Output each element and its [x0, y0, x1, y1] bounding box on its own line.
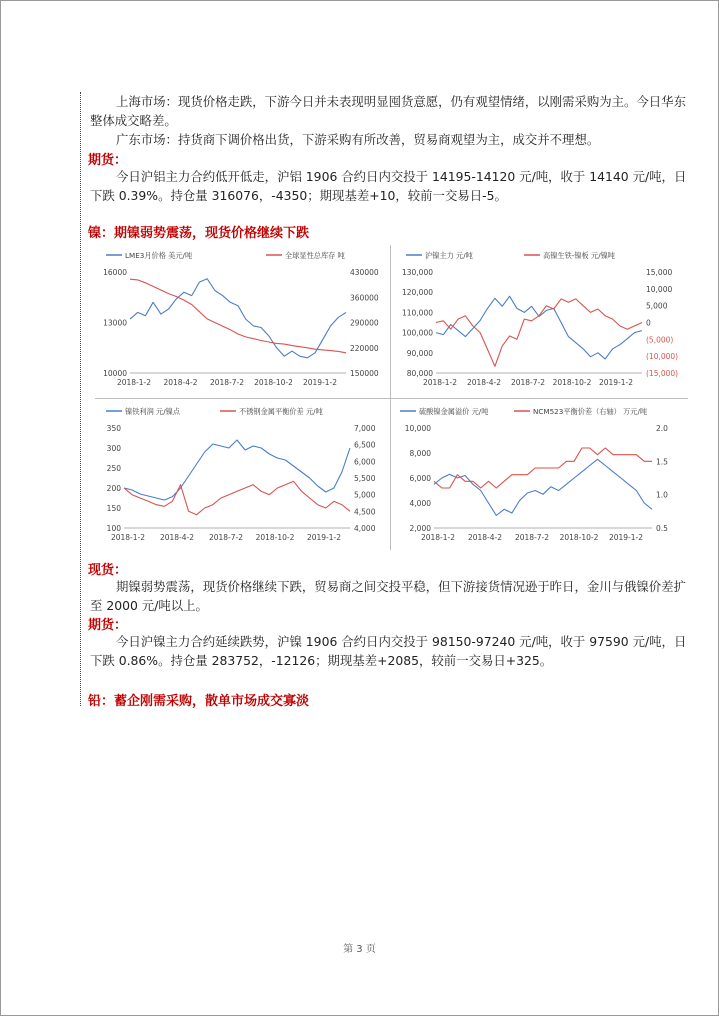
right-tick-1-0: 15,000 [646, 268, 673, 277]
left-tick-3-2: 6,000 [409, 474, 431, 483]
left-tick-2-3: 200 [106, 484, 121, 493]
legend-label-1-1: 高镍生铁-镍板 元/镍吨 [543, 251, 615, 260]
right-tick-1-2: 5,000 [646, 301, 668, 311]
margin-rule [80, 92, 81, 706]
right-tick-2-5: 4,500 [354, 507, 376, 517]
nickel-spot-paragraph: 期镍弱势震荡，现货价格继续下跌，贸易商之间交投平稳，但下游接货情况逊于昨日，金川与俄镍价差扩至 2000 元/吨以上。 [90, 579, 686, 613]
page-number: 第 3 页 [343, 944, 376, 955]
al-futures-label: 期货： [88, 153, 128, 168]
left-tick-2-4: 150 [106, 504, 121, 513]
right-tick-1-6: (15,000) [646, 369, 679, 378]
left-tick-3-0: 10,000 [404, 424, 431, 433]
chart-svg-3 [394, 402, 690, 550]
right-tick-3-0: 2.0 [656, 424, 668, 433]
x-tick-3-4: 2019-1-2 [608, 533, 644, 542]
x-tick-1-4: 2019-1-2 [598, 378, 634, 387]
left-tick-1-1: 120,000 [401, 288, 433, 298]
left-tick-3-4: 2,000 [409, 524, 431, 533]
shanghai-market-paragraph: 上海市场：现货价格走跌，下游今日并未表现明显囤货意愿，仍有观望情绪，以刚需采购为主。今日华东整体成交略差。 [90, 94, 686, 128]
right-tick-1-4: (5,000) [646, 335, 674, 345]
x-tick-1-2: 2018-7-2 [510, 378, 546, 387]
chart-svg-1 [394, 246, 690, 396]
legend-label-3-0: 硫酸镍金属溢价 元/吨 [419, 407, 489, 416]
x-tick-3-3: 2018-10-2 [559, 533, 599, 542]
right-tick-0-2: 290000 [350, 318, 379, 328]
x-tick-0-4: 2019-1-2 [302, 378, 338, 387]
series-line-1-0 [436, 296, 642, 359]
series-line-0-1 [130, 279, 346, 353]
right-tick-0-3: 220000 [350, 343, 379, 353]
left-tick-3-1: 8,000 [409, 449, 431, 458]
right-tick-0-4: 150000 [350, 369, 379, 378]
left-tick-2-5: 100 [106, 524, 121, 533]
left-tick-3-3: 4,000 [409, 499, 431, 508]
x-tick-0-3: 2018-10-2 [254, 378, 293, 387]
right-tick-2-3: 5,500 [354, 474, 376, 483]
right-tick-2-4: 5,000 [354, 490, 376, 500]
series-line-1-1 [436, 299, 642, 366]
x-tick-0-1: 2018-4-2 [163, 378, 198, 387]
x-tick-3-2: 2018-7-2 [514, 533, 550, 542]
x-tick-0-2: 2018-7-2 [209, 378, 245, 387]
nickel-section-heading: 镍：期镍弱势震荡，现货价格继续下跌 [88, 226, 310, 241]
right-tick-3-2: 1.0 [656, 490, 668, 500]
guangdong-market-paragraph: 广东市场：持货商下调价格出货，下游采购有所改善，贸易商观望为主，成交并不理想。 [116, 132, 600, 147]
x-tick-1-3: 2018-10-2 [552, 378, 592, 387]
chart-nife-profit-stainless [94, 402, 384, 550]
right-tick-0-1: 360000 [350, 293, 379, 303]
chart-shfe-nickel-spread [394, 246, 690, 396]
legend-label-0-1: 全球显性总库存 吨 [285, 251, 345, 260]
left-tick-1-5: 80,000 [406, 369, 433, 378]
x-tick-2-2: 2018-7-2 [208, 533, 244, 542]
al-futures-paragraph: 今日沪铝主力合约低开低走，沪铝 1906 合约日内交投于 14195-14120 元/吨，收于 14140 元/吨，日下跌 0.39%。持仓量 316076，-4350；期现基差+10，较前一交易日-5。 [90, 169, 687, 203]
right-tick-2-6: 4,000 [354, 524, 376, 533]
left-tick-1-4: 90,000 [406, 348, 433, 358]
legend-label-2-1: 不锈钢金属平衡价差 元/吨 [239, 407, 323, 416]
chart-lme-price-inventory [94, 246, 384, 396]
chart-horizontal-divider [95, 398, 688, 399]
x-tick-0-0: 2018-1-2 [116, 378, 152, 387]
chart-nickel-sulfate-ncm523 [394, 402, 690, 550]
legend-label-1-0: 沪镍主力 元/吨 [425, 251, 473, 260]
nickel-futures-paragraph: 今日沪镍主力合约延续跌势，沪镍 1906 合约日内交投于 98150-97240 元/吨，收于 97590 元/吨，日下跌 0.86%。持仓量 283752，-12126；期现基差+2085，较前一交易日+325。 [90, 634, 687, 668]
x-tick-2-4: 2019-1-2 [306, 533, 342, 542]
right-tick-3-3: 0.5 [656, 524, 668, 533]
right-tick-2-1: 6,500 [354, 440, 376, 450]
ni-futures-label: 期货： [88, 618, 128, 633]
x-tick-2-0: 2018-1-2 [110, 533, 146, 542]
right-tick-2-2: 6,000 [354, 457, 376, 467]
lead-section-heading: 铅：蓄企刚需采购，散单市场成交寡淡 [88, 694, 310, 709]
x-tick-2-3: 2018-10-2 [255, 533, 295, 542]
legend-label-3-1: NCM523平衡价差（右轴） 万元/吨 [533, 407, 648, 416]
x-tick-2-1: 2018-4-2 [159, 533, 195, 542]
chart-svg-2 [94, 402, 384, 550]
left-tick-1-0: 130,000 [401, 268, 433, 277]
legend-label-2-0: 镍铁利润 元/镍点 [125, 407, 181, 416]
left-tick-1-2: 110,000 [401, 308, 433, 318]
right-tick-1-1: 10,000 [646, 284, 673, 294]
x-tick-1-0: 2018-1-2 [422, 378, 458, 387]
x-tick-1-1: 2018-4-2 [466, 378, 502, 387]
left-tick-0-0: 16000 [103, 268, 127, 277]
left-tick-0-2: 10000 [103, 369, 127, 378]
right-tick-0-0: 430000 [350, 268, 379, 277]
x-tick-3-0: 2018-1-2 [420, 533, 456, 542]
left-tick-1-3: 100,000 [401, 328, 433, 338]
left-tick-2-2: 250 [106, 464, 121, 473]
left-tick-2-0: 350 [106, 424, 121, 433]
chart-svg-0 [94, 246, 384, 396]
x-tick-3-1: 2018-4-2 [467, 533, 503, 542]
right-tick-1-3: 0 [646, 318, 651, 328]
spot-label: 现货： [88, 563, 128, 578]
right-tick-3-1: 1.5 [656, 457, 668, 467]
right-tick-2-0: 7,000 [354, 424, 376, 433]
right-tick-1-5: (10,000) [646, 352, 679, 362]
series-line-3-1 [434, 448, 652, 488]
left-tick-2-1: 300 [106, 444, 121, 453]
left-tick-0-1: 13000 [103, 318, 127, 328]
legend-label-0-0: LME3月价格 美元/吨 [125, 251, 193, 260]
